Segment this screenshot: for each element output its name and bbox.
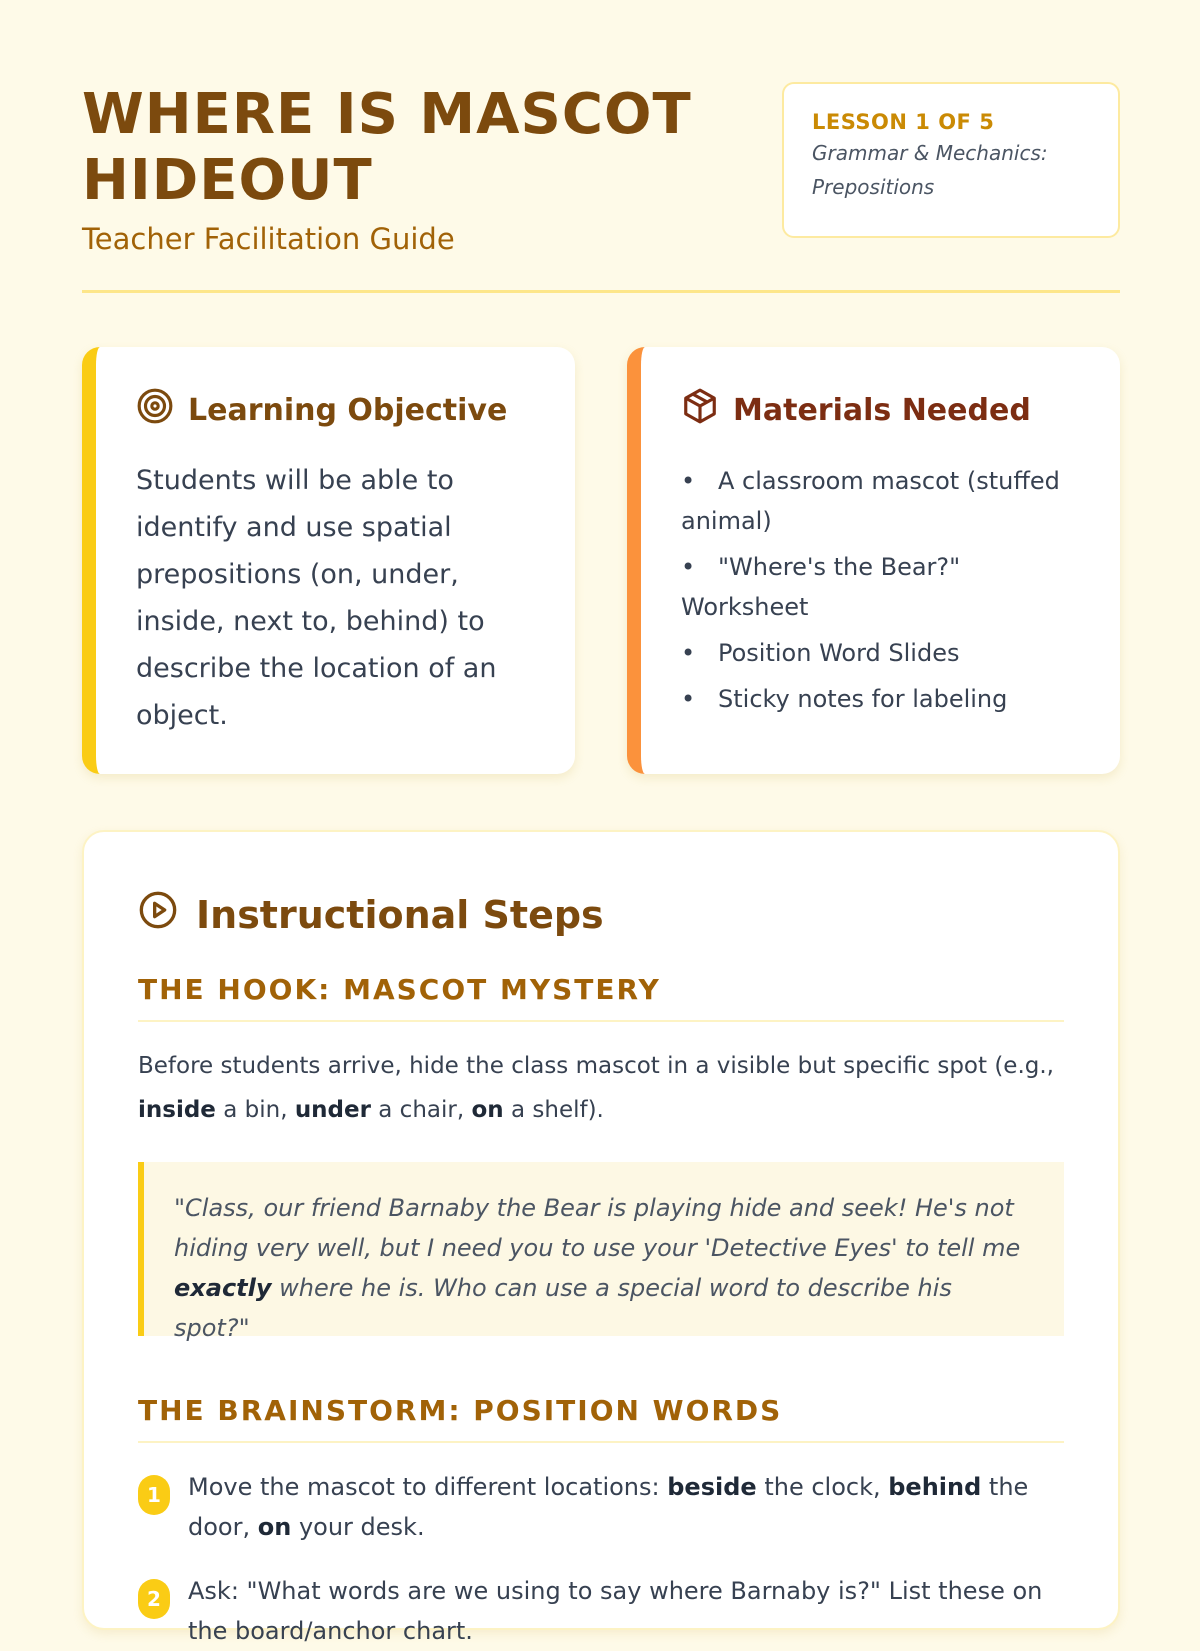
package-icon	[681, 387, 719, 433]
lesson-badge	[782, 82, 1120, 238]
hook-text: Before students arrive, hide the class mascot in a visible but specific spot (e.g., inside a bin, under a chair, on a shelf).	[138, 1053, 1054, 1123]
materials-card	[627, 347, 1120, 774]
card-title: Materials Needed	[733, 392, 1031, 428]
step-text: Ask: "What words are we using to say where Barnaby is?" List these on the board/anchor chart.	[188, 1577, 1043, 1645]
step-item	[138, 1571, 1064, 1651]
learning-objective-card	[82, 347, 575, 774]
lesson-topic: Grammar & Mechanics: Prepositions	[812, 141, 1048, 199]
list-item: • Position Word Slides	[681, 633, 1080, 673]
list-item: • "Where's the Bear?" Worksheet	[681, 547, 1080, 627]
step-number-badge: 1	[138, 1475, 170, 1515]
step-text: Move the mascot to different locations: beside the clock, behind the door, on your desk.	[188, 1473, 1029, 1541]
objective-text: Students will be able to identify and use spatial prepositions (on, under, inside, next to, behind) to describe the location of an object.	[136, 465, 497, 731]
step-item	[138, 1467, 1064, 1547]
section-title: Instructional Steps	[196, 892, 604, 937]
list-item: • A classroom mascot (stuffed animal)	[681, 461, 1080, 541]
list-item: • Sticky notes for labeling	[681, 679, 1080, 719]
target-icon	[136, 387, 174, 433]
instructional-steps-card	[82, 830, 1120, 1645]
teacher-script-quote: "Class, our friend Barnaby the Bear is playing hide and seek! He's not hiding very well, but I need you to use your 'Detective Eyes' to tell me exactly where he is. Who can use a special word to describe his spot?"	[138, 1162, 1064, 1336]
page-title: WHERE IS MASCOT HIDEOUT	[82, 82, 692, 213]
play-circle-icon	[138, 890, 178, 939]
step-number-badge: 2	[138, 1579, 170, 1619]
page-header	[82, 82, 1120, 293]
brainstorm-heading: THE BRAINSTORM: POSITION WORDS	[138, 1394, 1064, 1443]
hook-heading: THE HOOK: MASCOT MYSTERY	[138, 973, 1064, 1022]
materials-list	[681, 461, 1080, 719]
page-subtitle: Teacher Facilitation Guide	[82, 222, 455, 256]
lesson-number: LESSON 1 OF 5	[812, 110, 995, 134]
card-title: Learning Objective	[188, 392, 508, 428]
